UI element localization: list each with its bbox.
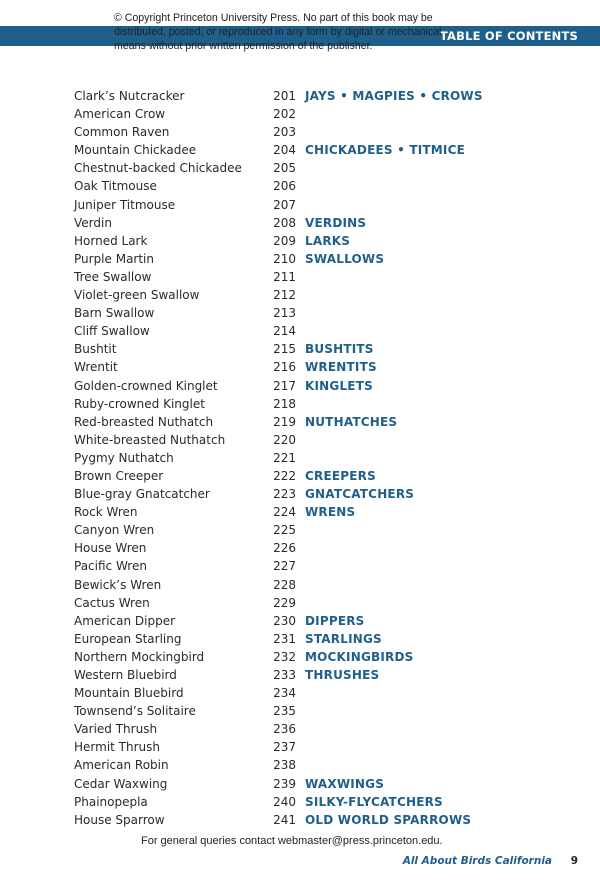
species-page-number: 223 — [273, 487, 296, 502]
species-page-number: 212 — [273, 288, 296, 303]
species-name: Juniper Titmouse — [74, 197, 176, 212]
species-name: Violet-green Swallow — [74, 288, 200, 303]
toc-row — [74, 486, 494, 504]
footer-book-title: All About Birds California — [402, 855, 552, 867]
family-group-heading: CHICKADEES • TITMICE — [305, 143, 465, 158]
family-group-heading: SILKY-FLYCATCHERS — [305, 794, 443, 809]
species-page-number: 213 — [273, 306, 296, 321]
toc-row — [74, 414, 494, 432]
species-name: Barn Swallow — [74, 306, 155, 321]
species-page-number: 216 — [273, 360, 296, 375]
species-name: Cedar Waxwing — [74, 776, 168, 791]
species-page-number: 238 — [273, 758, 296, 773]
species-name: Tree Swallow — [74, 269, 152, 284]
species-page-number: 214 — [273, 324, 296, 339]
species-name: Rock Wren — [74, 505, 138, 520]
toc-row — [74, 667, 494, 685]
family-group-heading: LARKS — [305, 233, 351, 248]
footer-contact: For general queries contact webmaster@press.princeton.edu. — [141, 835, 443, 847]
family-group-heading: KINGLETS — [305, 378, 373, 393]
species-name: Verdin — [74, 215, 112, 230]
family-group-heading: GNATCATCHERS — [305, 487, 415, 502]
toc-row — [74, 794, 494, 812]
toc-row — [74, 540, 494, 558]
species-page-number: 221 — [273, 450, 296, 465]
species-name: Red-breasted Nuthatch — [74, 414, 214, 429]
species-page-number: 222 — [273, 468, 296, 483]
species-page-number: 206 — [273, 179, 296, 194]
species-page-number: 225 — [273, 523, 296, 538]
species-page-number: 207 — [273, 197, 296, 212]
species-name: Western Bluebird — [74, 668, 177, 682]
toc-row — [74, 595, 494, 613]
species-name: Brown Creeper — [74, 468, 164, 483]
family-group-heading: VERDINS — [305, 215, 367, 230]
species-page-number: 203 — [273, 125, 296, 140]
toc-row — [74, 160, 494, 178]
species-page-number: 241 — [273, 812, 296, 827]
species-page-number: 218 — [273, 396, 296, 411]
family-group-heading: STARLINGS — [305, 631, 382, 646]
species-name: House Wren — [74, 541, 147, 556]
toc-row — [74, 522, 494, 540]
species-page-number: 240 — [273, 794, 296, 809]
species-page-number: 235 — [273, 704, 296, 719]
species-name: Canyon Wren — [74, 523, 155, 538]
species-name: Pacific Wren — [74, 559, 147, 574]
toc-row — [74, 197, 494, 215]
banner-title: TABLE OF CONTENTS — [439, 29, 578, 43]
toc-row — [74, 341, 494, 359]
toc-row — [74, 812, 494, 830]
toc-row — [74, 757, 494, 775]
species-page-number: 234 — [273, 686, 296, 701]
species-page-number: 226 — [273, 541, 296, 556]
species-name: Bushtit — [74, 342, 117, 357]
toc-row — [74, 142, 494, 160]
species-name: Clark’s Nutcracker — [74, 89, 185, 103]
toc-row — [74, 649, 494, 667]
species-name: Purple Martin — [74, 251, 154, 266]
species-name: Blue-gray Gnatcatcher — [74, 487, 210, 502]
family-group-heading: THRUSHES — [305, 668, 380, 682]
toc-row — [74, 558, 494, 576]
family-group-heading: MOCKINGBIRDS — [305, 649, 414, 664]
species-name: Cactus Wren — [74, 595, 150, 610]
species-name: Horned Lark — [74, 233, 148, 248]
toc-row — [74, 613, 494, 631]
toc-row — [74, 359, 494, 377]
family-group-heading: WAXWINGS — [305, 776, 385, 791]
species-page-number: 231 — [273, 631, 296, 646]
species-name: Phainopepla — [74, 794, 148, 809]
species-page-number: 228 — [273, 577, 296, 592]
species-name: Mountain Bluebird — [74, 686, 184, 701]
species-name: Varied Thrush — [74, 722, 158, 737]
family-group-heading: WRENTITS — [305, 360, 377, 375]
species-name: Bewick’s Wren — [74, 577, 162, 592]
toc-row — [74, 88, 494, 106]
species-name: Oak Titmouse — [74, 179, 157, 194]
species-name: Ruby-crowned Kinglet — [74, 396, 205, 411]
toc-row — [74, 468, 494, 486]
family-group-heading: NUTHATCHES — [305, 414, 398, 429]
toc-row — [74, 106, 494, 124]
species-name: Townsend’s Solitaire — [74, 704, 196, 719]
species-page-number: 229 — [273, 595, 296, 610]
family-group-heading: DIPPERS — [305, 613, 365, 628]
toc-row — [74, 378, 494, 396]
species-page-number: 239 — [273, 776, 296, 791]
species-name: House Sparrow — [74, 812, 165, 827]
table-of-contents — [74, 88, 494, 830]
species-name: Northern Mockingbird — [74, 649, 205, 664]
family-group-heading: CREEPERS — [305, 468, 376, 483]
species-name: White-breasted Nuthatch — [74, 432, 226, 447]
species-name: European Starling — [74, 631, 182, 646]
species-page-number: 237 — [273, 740, 296, 755]
species-name: American Crow — [74, 107, 166, 122]
species-page-number: 215 — [273, 342, 296, 357]
toc-row — [74, 721, 494, 739]
species-page-number: 232 — [273, 649, 296, 664]
species-page-number: 201 — [273, 89, 296, 103]
toc-row — [74, 124, 494, 142]
toc-row — [74, 432, 494, 450]
species-page-number: 202 — [273, 107, 296, 122]
species-page-number: 217 — [273, 378, 296, 393]
toc-row — [74, 269, 494, 287]
toc-row — [74, 504, 494, 522]
toc-row — [74, 739, 494, 757]
page-number: 9 — [570, 855, 578, 867]
species-name: American Robin — [74, 758, 169, 773]
toc-row — [74, 631, 494, 649]
toc-row — [74, 215, 494, 233]
toc-row — [74, 305, 494, 323]
species-page-number: 230 — [273, 613, 296, 628]
family-group-heading: JAYS • MAGPIES • CROWS — [305, 89, 483, 103]
family-group-heading: OLD WORLD SPARROWS — [305, 812, 472, 827]
species-page-number: 219 — [273, 414, 296, 429]
species-name: American Dipper — [74, 613, 176, 628]
toc-row — [74, 178, 494, 196]
toc-row — [74, 450, 494, 468]
toc-row — [74, 577, 494, 595]
toc-row — [74, 287, 494, 305]
species-page-number: 205 — [273, 161, 296, 176]
toc-row — [74, 703, 494, 721]
toc-row — [74, 776, 494, 794]
species-page-number: 227 — [273, 559, 296, 574]
copyright-notice: © Copyright Princeton University Press. No part of this book may be distributed, posted, or reproduced in any form by digital or mechanical means without prior written permission of the publisher. — [114, 12, 442, 52]
species-name: Common Raven — [74, 125, 170, 140]
family-group-heading: WRENS — [305, 505, 356, 520]
species-page-number: 220 — [273, 432, 296, 447]
toc-row — [74, 396, 494, 414]
toc-row — [74, 251, 494, 269]
toc-row — [74, 233, 494, 251]
toc-row — [74, 685, 494, 703]
species-name: Hermit Thrush — [74, 740, 161, 755]
species-page-number: 204 — [273, 143, 296, 158]
species-page-number: 224 — [273, 505, 296, 520]
species-page-number: 210 — [273, 251, 296, 266]
species-page-number: 236 — [273, 722, 296, 737]
family-group-heading: SWALLOWS — [305, 251, 385, 266]
species-page-number: 208 — [273, 215, 296, 230]
family-group-heading: BUSHTITS — [305, 342, 374, 357]
species-page-number: 233 — [273, 668, 296, 682]
species-page-number: 209 — [273, 233, 296, 248]
species-name: Wrentit — [74, 360, 118, 375]
species-name: Cliff Swallow — [74, 324, 150, 339]
species-page-number: 211 — [273, 269, 296, 284]
species-name: Golden-crowned Kinglet — [74, 378, 218, 393]
species-name: Pygmy Nuthatch — [74, 450, 174, 465]
toc-row — [74, 323, 494, 341]
species-name: Mountain Chickadee — [74, 143, 197, 158]
species-name: Chestnut-backed Chickadee — [74, 161, 242, 176]
